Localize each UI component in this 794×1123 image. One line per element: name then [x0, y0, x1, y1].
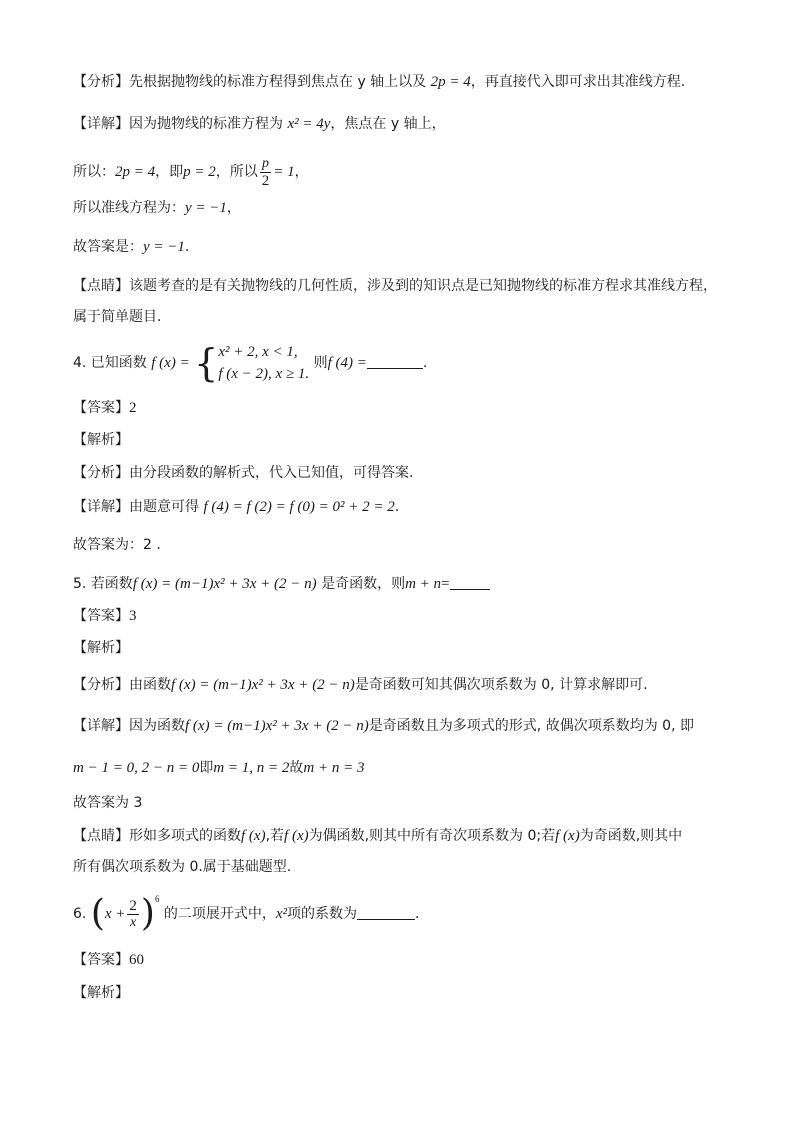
detail-label: 【详解】	[73, 116, 129, 132]
q4-explain-label: 【解析】	[73, 432, 129, 448]
q4-question: 4. 已知函数 f (x) = { x² + 2, x < 1, f (x − 2), x ≥ 1. 则f (4) = .	[73, 341, 428, 385]
q4-answer: 【答案】2	[73, 400, 137, 416]
q3-analysis-line: 【分析】先根据抛物线的标准方程得到焦点在 y 轴上以及 2p = 4，再直接代入即可求出其准线方程.	[73, 74, 686, 90]
q4-final: 故答案为：2 .	[73, 537, 161, 553]
q6-explain-label: 【解析】	[73, 985, 129, 1001]
q6-question: 6. (x + $\frac{2}{x}$ )$^6$ 的二项展开式中，x²项的系数为 .	[73, 893, 420, 934]
q5-answer: 【答案】3	[73, 608, 137, 624]
answer-blank	[367, 354, 423, 369]
q5-final: 故答案为 3	[73, 795, 143, 811]
q5-explain-label: 【解析】	[73, 640, 129, 656]
q3-so-line-1: 所以：2p = 4，即p = 2，所以 $\frac{p}{2}$ = 1，	[73, 155, 309, 189]
q5-detail-2: m − 1 = 0, 2 − n = 0即m = 1, n = 2故m + n = 3	[73, 760, 365, 776]
q5-analysis: 【分析】由函数f (x) = (m−1)x² + 3x + (2 − n)是奇函数可知其偶次项系数为 0, 计算求解即可.	[73, 677, 648, 693]
comment-label: 【点睛】	[73, 278, 129, 294]
answer-blank	[450, 575, 490, 590]
answer-blank	[357, 905, 415, 920]
q3-answer-line: 故答案是：y = −1.	[73, 239, 190, 255]
q3-comment-line-1: 【点睛】该题考查的是有关抛物线的几何性质，涉及到的知识点是已知抛物线的标准方程求其准线方程，	[73, 278, 717, 294]
q6-answer: 【答案】60	[73, 952, 144, 968]
q5-question: 5. 若函数f (x) = (m−1)x² + 3x + (2 − n) 是奇函数，则m + n=	[73, 574, 490, 594]
q5-detail: 【详解】因为函数f (x) = (m−1)x² + 3x + (2 − n)是奇函数且为多项式的形式, 故偶次项系数均为 0, 即	[73, 718, 694, 734]
q3-so-line-2: 所以准线方程为：y = −1，	[73, 200, 241, 216]
answer-label: 【答案】	[73, 400, 129, 416]
piecewise-cases: x² + 2, x < 1, f (x − 2), x ≥ 1.	[218, 344, 310, 382]
q5-comment: 【点睛】形如多项式的函数f (x),若f (x)为偶函数,则其中所有奇次项系数为 0;若f (x)为奇函数,则其中	[73, 828, 683, 844]
q4-analysis: 【分析】由分段函数的解析式，代入已知值，可得答案.	[73, 465, 414, 481]
q3-detail-line: 【详解】因为抛物线的标准方程为 x² = 4y，焦点在 y 轴上，	[73, 116, 446, 132]
left-brace: {	[194, 341, 219, 385]
fraction: $\frac{p}{2}$	[261, 155, 270, 189]
fraction: $\frac{2}{x}$	[129, 897, 137, 930]
q5-comment-2: 所有偶次项系数为 0.属于基础题型.	[73, 859, 292, 875]
q3-comment-line-2: 属于简单题目.	[73, 309, 162, 325]
q4-detail: 【详解】由题意可得 f (4) = f (2) = f (0) = 0² + 2 = 2.	[73, 499, 400, 515]
analysis-label: 【分析】	[73, 74, 129, 90]
